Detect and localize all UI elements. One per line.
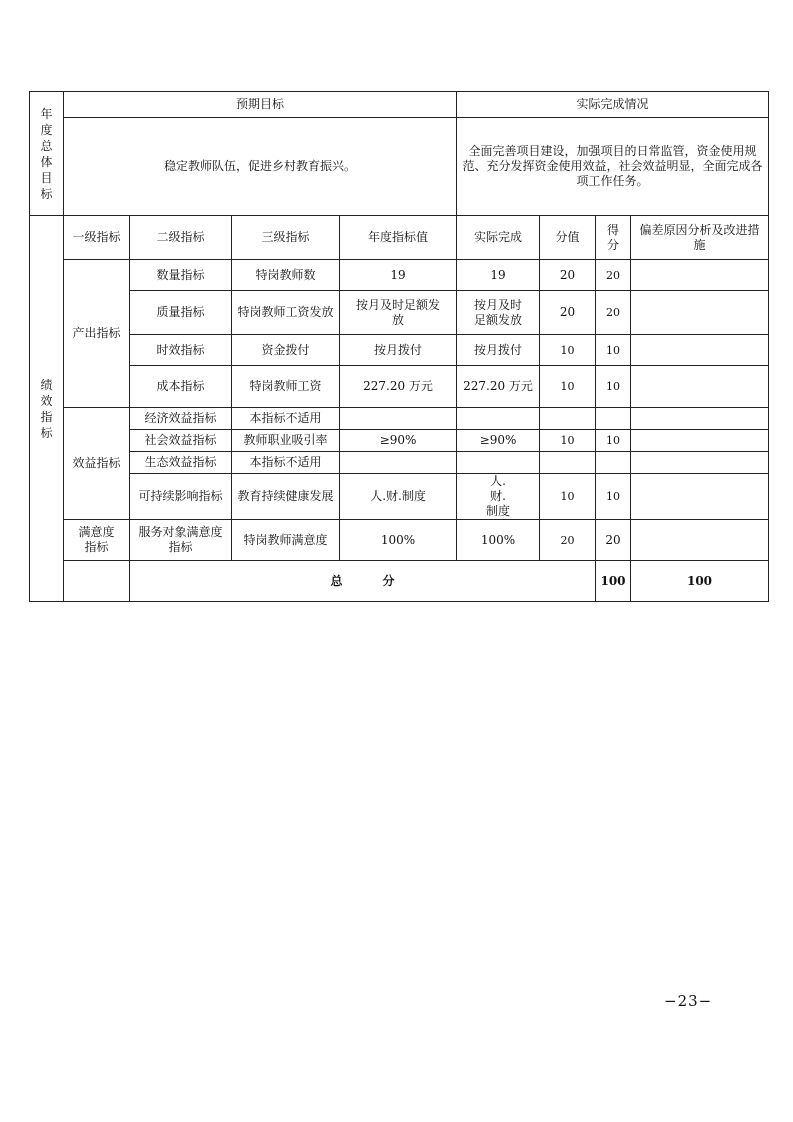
deviation-cell xyxy=(631,520,769,561)
level1-output: 产出指标 xyxy=(64,260,130,408)
total-row xyxy=(30,561,769,602)
deviation-cell xyxy=(631,452,769,474)
level3-cell: 教师职业吸引率 xyxy=(232,430,340,452)
performance-table xyxy=(29,91,769,602)
level1-satisfaction: 满意度指标 xyxy=(64,520,130,561)
actual-cell: 按月拨付 xyxy=(457,335,540,366)
level2-cell: 社会效益指标 xyxy=(130,430,232,452)
score-got-cell: 20 xyxy=(596,260,631,291)
level3-cell: 本指标不适用 xyxy=(232,452,340,474)
header-deviation: 偏差原因分析及改进措施 xyxy=(631,216,769,260)
header-score-value: 分值 xyxy=(540,216,596,260)
table-row xyxy=(30,452,769,474)
table-row xyxy=(30,260,769,291)
deviation-cell xyxy=(631,366,769,408)
header-score-got: 得分 xyxy=(596,216,631,260)
score-value-cell: 10 xyxy=(540,335,596,366)
header-annual-value: 年度指标值 xyxy=(340,216,457,260)
deviation-cell xyxy=(631,260,769,291)
annual-value-cell: 227.20 万元 xyxy=(340,366,457,408)
level3-cell: 特岗教师工资 xyxy=(232,366,340,408)
actual-cell xyxy=(457,452,540,474)
deviation-cell xyxy=(631,430,769,452)
total-score-value: 100 xyxy=(596,561,631,602)
deviation-cell xyxy=(631,408,769,430)
score-value-cell: 20 xyxy=(540,291,596,335)
actual-cell: 按月及时足额发放 xyxy=(457,291,540,335)
total-label-1: 总 xyxy=(330,573,343,588)
header-level1: 一级指标 xyxy=(64,216,130,260)
annual-value-cell: 100% xyxy=(340,520,457,561)
score-got-cell xyxy=(596,452,631,474)
score-value-cell: 20 xyxy=(540,260,596,291)
score-value-cell: 10 xyxy=(540,366,596,408)
actual-completion-text: 全面完善项目建设，加强项目的日常监管，资金使用规范、充分发挥资金使用效益，社会效益明显，全面完成各项工作任务。 xyxy=(457,118,769,216)
score-got-cell: 10 xyxy=(596,335,631,366)
deviation-cell xyxy=(631,335,769,366)
level3-cell: 资金拨付 xyxy=(232,335,340,366)
actual-cell: 227.20 万元 xyxy=(457,366,540,408)
table-row xyxy=(30,366,769,408)
level2-cell: 可持续影响指标 xyxy=(130,474,232,520)
table-row xyxy=(30,520,769,561)
expected-target-header: 预期目标 xyxy=(64,92,457,118)
level2-cell: 服务对象满意度指标 xyxy=(130,520,232,561)
deviation-cell xyxy=(631,291,769,335)
score-value-cell: 20 xyxy=(540,520,596,561)
table-row xyxy=(30,408,769,430)
actual-cell: 人.财.制度 xyxy=(457,474,540,520)
level3-cell: 特岗教师工资发放 xyxy=(232,291,340,335)
score-got-cell: 10 xyxy=(596,366,631,408)
level2-cell: 成本指标 xyxy=(130,366,232,408)
score-value-cell: 10 xyxy=(540,430,596,452)
total-blank-cell xyxy=(64,561,130,602)
level2-cell: 数量指标 xyxy=(130,260,232,291)
level3-cell: 教育持续健康发展 xyxy=(232,474,340,520)
annual-value-cell xyxy=(340,452,457,474)
annual-value-cell: ≥90% xyxy=(340,430,457,452)
level2-cell: 时效指标 xyxy=(130,335,232,366)
actual-cell: 19 xyxy=(457,260,540,291)
expected-target-text: 稳定教师队伍，促进乡村教育振兴。 xyxy=(64,118,457,216)
score-got-cell: 10 xyxy=(596,474,631,520)
annual-value-cell: 按月及时足额发放 xyxy=(340,291,457,335)
level2-cell: 生态效益指标 xyxy=(130,452,232,474)
annual-value-cell: 按月拨付 xyxy=(340,335,457,366)
score-value-cell: 10 xyxy=(540,474,596,520)
header-actual: 实际完成 xyxy=(457,216,540,260)
total-score-got: 100 xyxy=(631,561,769,602)
level3-cell: 本指标不适用 xyxy=(232,408,340,430)
total-label-2: 分 xyxy=(382,573,395,588)
actual-cell xyxy=(457,408,540,430)
total-label xyxy=(130,561,596,602)
annual-value-cell xyxy=(340,408,457,430)
score-got-cell xyxy=(596,408,631,430)
page-number: −23− xyxy=(664,992,713,1010)
header-level3: 三级指标 xyxy=(232,216,340,260)
table-row xyxy=(30,291,769,335)
indicator-header-row xyxy=(30,216,769,260)
level3-cell: 特岗教师数 xyxy=(232,260,340,291)
overall-row-label: 年度总体目标 xyxy=(30,92,64,216)
level2-cell: 经济效益指标 xyxy=(130,408,232,430)
overall-header-row xyxy=(30,92,769,118)
level2-cell: 质量指标 xyxy=(130,291,232,335)
actual-cell: ≥90% xyxy=(457,430,540,452)
score-got-cell: 20 xyxy=(596,291,631,335)
level1-benefit: 效益指标 xyxy=(64,408,130,520)
header-level2: 二级指标 xyxy=(130,216,232,260)
overall-content-row xyxy=(30,118,769,216)
level3-cell: 特岗教师满意度 xyxy=(232,520,340,561)
score-got-cell: 10 xyxy=(596,430,631,452)
score-value-cell xyxy=(540,408,596,430)
score-got-cell: 20 xyxy=(596,520,631,561)
deviation-cell xyxy=(631,474,769,520)
annual-value-cell: 19 xyxy=(340,260,457,291)
score-value-cell xyxy=(540,452,596,474)
table-row xyxy=(30,335,769,366)
actual-cell: 100% xyxy=(457,520,540,561)
performance-row-label: 绩效指标 xyxy=(30,216,64,602)
table-row xyxy=(30,474,769,520)
annual-value-cell: 人.财.制度 xyxy=(340,474,457,520)
table-row xyxy=(30,430,769,452)
actual-completion-header: 实际完成情况 xyxy=(457,92,769,118)
